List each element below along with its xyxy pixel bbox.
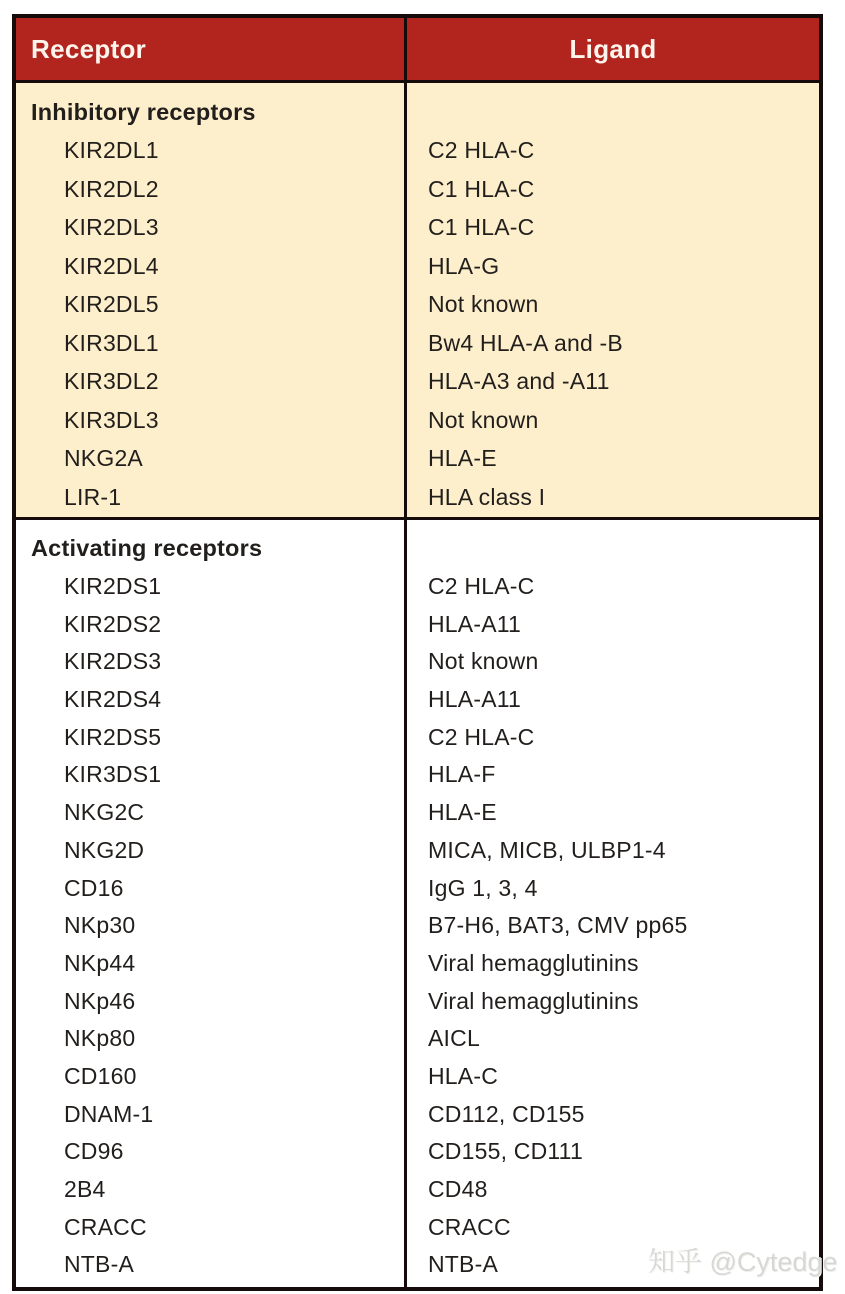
table-row	[16, 247, 819, 286]
ligand-cell: Bw4 HLA-A and -B	[428, 329, 623, 356]
receptor-cell: KIR2DL2	[64, 175, 159, 202]
ligand-cell: HLA-F	[428, 761, 496, 788]
section-title-row	[16, 530, 819, 568]
table-header-row	[16, 18, 819, 83]
ligand-cell: IgG 1, 3, 4	[428, 874, 538, 901]
ligand-cell: CD112, CD155	[428, 1100, 585, 1127]
table-row	[16, 286, 819, 325]
receptor-cell: CD96	[64, 1138, 124, 1165]
table-row	[16, 209, 819, 248]
ligand-cell: Not known	[428, 648, 539, 675]
table-row	[16, 478, 819, 517]
activating-receptors-section	[16, 520, 819, 1287]
column-header-ligand: Ligand	[569, 33, 657, 64]
receptor-cell: KIR2DS1	[64, 573, 162, 600]
zhihu-watermark: 知乎 @Cytedge	[648, 1247, 838, 1277]
receptor-cell: LIR-1	[64, 483, 122, 510]
column-header-receptor: Receptor	[31, 33, 147, 64]
receptor-cell: KIR2DS4	[64, 686, 162, 713]
inhibitory-receptors-section	[16, 83, 819, 520]
ligand-cell: HLA-A3 and -A11	[428, 368, 610, 395]
receptor-cell: 2B4	[64, 1176, 106, 1203]
ligand-cell: Viral hemagglutinins	[428, 987, 639, 1014]
table-row	[16, 794, 819, 832]
receptor-cell: NKp30	[64, 912, 136, 939]
ligand-cell: B7-H6, BAT3, CMV pp65	[428, 912, 688, 939]
table-row	[16, 756, 819, 794]
receptor-cell: KIR2DL1	[64, 137, 159, 164]
section-title: Inhibitory receptors	[31, 98, 256, 125]
receptor-cell: NKG2D	[64, 836, 145, 863]
ligand-cell: MICA, MICB, ULBP1-4	[428, 836, 666, 863]
receptor-cell: NKp46	[64, 987, 136, 1014]
receptor-cell: KIR2DL4	[64, 252, 159, 279]
ligand-cell: C2 HLA-C	[428, 723, 535, 750]
table-row	[16, 869, 819, 907]
ligand-cell: CRACC	[428, 1213, 511, 1240]
section-title-row	[16, 93, 819, 132]
receptor-cell: KIR3DL2	[64, 368, 159, 395]
receptor-cell: KIR2DS5	[64, 723, 162, 750]
ligand-cell: HLA-E	[428, 799, 497, 826]
ligand-cell: C1 HLA-C	[428, 214, 535, 241]
table-row	[16, 718, 819, 756]
table-row	[16, 1020, 819, 1058]
table-row	[16, 1095, 819, 1133]
table-row	[16, 440, 819, 479]
ligand-cell: HLA-E	[428, 445, 497, 472]
receptor-cell: CD16	[64, 874, 124, 901]
ligand-cell: Viral hemagglutinins	[428, 949, 639, 976]
receptor-cell: KIR3DS1	[64, 761, 162, 788]
table-row	[16, 1058, 819, 1096]
table-row	[16, 324, 819, 363]
receptor-cell: KIR2DL5	[64, 291, 159, 318]
receptor-cell: KIR2DS3	[64, 648, 162, 675]
table-row	[16, 832, 819, 870]
ligand-cell: HLA-A11	[428, 686, 522, 713]
receptor-cell: NTB-A	[64, 1251, 134, 1278]
ligand-cell: CD48	[428, 1176, 488, 1203]
table-row	[16, 132, 819, 171]
table-row	[16, 170, 819, 209]
table-row	[16, 982, 819, 1020]
ligand-cell: C2 HLA-C	[428, 137, 535, 164]
ligand-cell: HLA class I	[428, 483, 546, 510]
receptor-cell: KIR3DL1	[64, 329, 159, 356]
receptor-cell: DNAM-1	[64, 1100, 154, 1127]
receptor-cell: CD160	[64, 1062, 137, 1089]
table-row	[16, 681, 819, 719]
ligand-cell: CD155, CD111	[428, 1138, 583, 1165]
column-divider	[404, 18, 407, 1287]
table-row	[16, 363, 819, 402]
ligand-cell: HLA-C	[428, 1062, 499, 1089]
table-row	[16, 945, 819, 983]
table-row	[16, 1171, 819, 1209]
receptor-cell: NKp80	[64, 1025, 136, 1052]
receptor-cell: KIR2DL3	[64, 214, 159, 241]
ligand-cell: Not known	[428, 406, 539, 433]
receptor-ligand-table	[12, 14, 823, 1291]
table-row	[16, 568, 819, 606]
receptor-cell: KIR3DL3	[64, 406, 159, 433]
table-row	[16, 605, 819, 643]
receptor-cell: NKG2C	[64, 799, 145, 826]
ligand-cell: HLA-A11	[428, 610, 522, 637]
ligand-cell: Not known	[428, 291, 539, 318]
table-row	[16, 643, 819, 681]
ligand-cell: NTB-A	[428, 1251, 498, 1278]
receptor-cell: NKG2A	[64, 445, 143, 472]
receptor-cell: KIR2DS2	[64, 610, 162, 637]
table-row	[16, 907, 819, 945]
receptor-cell: NKp44	[64, 949, 136, 976]
receptor-cell: CRACC	[64, 1213, 147, 1240]
table-row	[16, 401, 819, 440]
ligand-cell: HLA-G	[428, 252, 500, 279]
ligand-cell: AICL	[428, 1025, 480, 1052]
ligand-cell: C1 HLA-C	[428, 175, 535, 202]
table-row	[16, 1133, 819, 1171]
ligand-cell: C2 HLA-C	[428, 573, 535, 600]
section-title: Activating receptors	[31, 535, 263, 562]
